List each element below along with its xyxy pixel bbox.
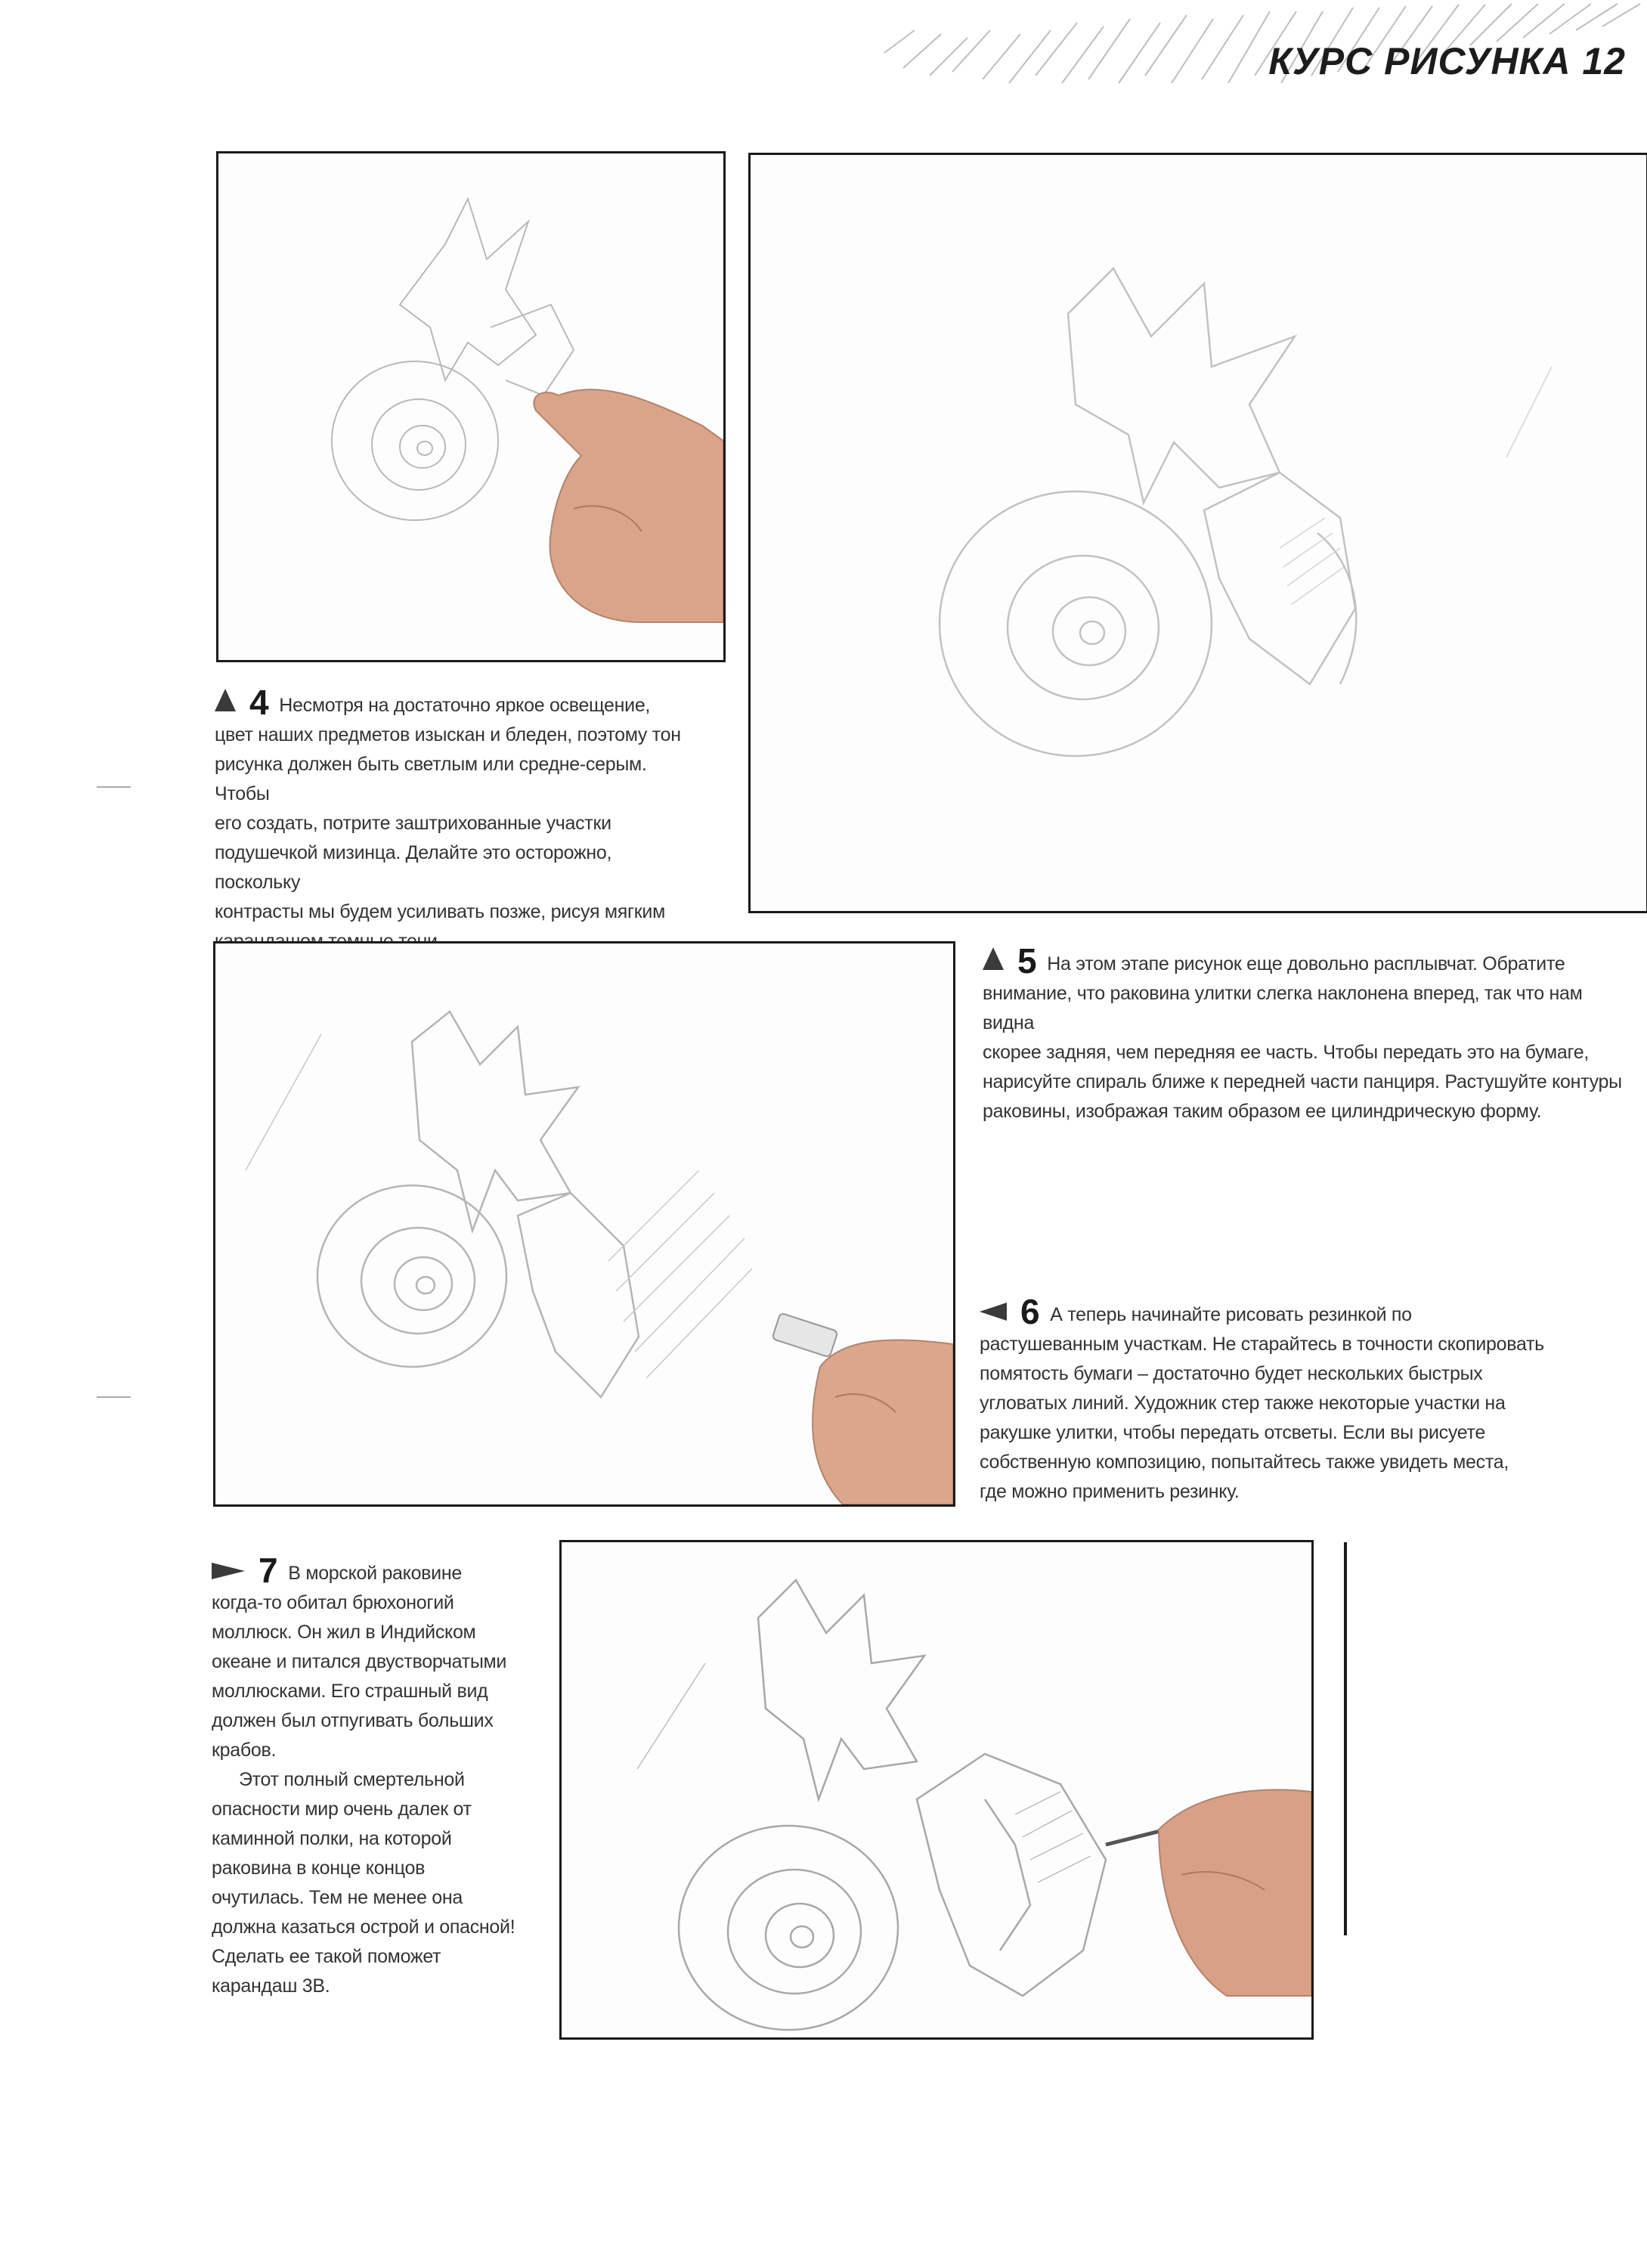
triangle-up-icon <box>983 947 1004 970</box>
step-7-caption <box>212 1551 529 2001</box>
step-7-line-9: опасности мир очень далек от <box>212 1799 472 1820</box>
step-7-line-4: океане и питался двустворчатыми <box>212 1651 507 1672</box>
step-6-photo <box>213 941 955 1507</box>
step-4-caption <box>215 683 698 956</box>
triangle-left-icon <box>980 1303 1007 1321</box>
step-4-photo <box>216 151 726 662</box>
step-4-line-2: цвет наших предметов изыскан и бледен, поэтому тон <box>215 724 681 745</box>
step-7-line-11: раковина в конце концов <box>212 1857 426 1879</box>
step-5-line-4: нарисуйте спираль ближе к передней части панциря. Растушуйте контуры <box>983 1071 1622 1092</box>
step-6-line-2: растушеванным участкам. Не старайтесь в точности скопировать <box>980 1334 1544 1355</box>
step-7-line-12: очутилась. Тем не менее она <box>212 1887 463 1908</box>
step-7-line-3: моллюск. Он жил в Индийском <box>212 1622 476 1643</box>
step-7-line-2: когда-то обитал брюхоногий <box>212 1592 454 1613</box>
step-4-line-1: 4 Несмотря на достаточно яркое освещение, <box>215 688 698 720</box>
step-4-line-4: его создать, потрите заштрихованные участки <box>215 813 611 834</box>
step-6-line-6: собственную композицию, попытайтесь также увидеть места, <box>980 1452 1509 1473</box>
scan-edge-mark <box>97 786 131 788</box>
step-6-line-1: 6 А теперь начинайте рисовать резинкой по <box>980 1297 1630 1330</box>
eraser-drawing-illustration <box>215 943 953 1504</box>
scan-edge-mark <box>97 1396 131 1398</box>
triangle-up-icon <box>215 689 236 711</box>
drawing-with-finger-illustration <box>218 153 723 660</box>
step-7-number: 7 <box>259 1551 278 1590</box>
column-divider <box>1344 1542 1347 1935</box>
step-7-line-6: должен был отпугивать больших <box>212 1710 494 1731</box>
section-title: КУРС РИСУНКА 12 <box>1268 40 1626 82</box>
step-6-line-5: ракушке улитки, чтобы передать отсветы. Если вы рисуете <box>980 1422 1486 1443</box>
step-7-line-8: Этот полный смертельной <box>239 1769 465 1790</box>
step-5-line-3: скорее задняя, чем передняя ее часть. Чтобы передать это на бумаге, <box>983 1042 1590 1063</box>
header-band <box>869 0 1647 113</box>
step-6-number: 6 <box>1020 1292 1040 1331</box>
step-4-line-3: рисунка должен быть светлым или средне-серым. Чтобы <box>215 754 647 804</box>
step-7-line-7: крабов. <box>212 1740 277 1761</box>
triangle-right-icon <box>212 1563 245 1579</box>
step-6-caption <box>980 1292 1630 1507</box>
step-5-number: 5 <box>1017 941 1037 981</box>
step-5-photo <box>748 153 1647 913</box>
step-4-line-5: подушечкой мизинца. Делайте это осторожно, поскольку <box>215 842 612 893</box>
pencil-drawing-illustration <box>562 1542 1311 2037</box>
step-7-line-14: Сделать ее такой поможет <box>212 1946 441 1967</box>
blurred-sketch-illustration <box>751 155 1646 911</box>
step-7-line-10: каминной полки, на которой <box>212 1828 452 1849</box>
step-5-caption <box>983 941 1633 1126</box>
step-6-line-3: помятость бумаги – достаточно будет нескольких быстрых <box>980 1363 1483 1384</box>
step-7-line-5: моллюсками. Его страшный вид <box>212 1681 488 1702</box>
step-6-line-7: где можно применить резинку. <box>980 1481 1240 1502</box>
step-6-line-4: угловатых линий. Художник стер также некоторые участки на <box>980 1393 1506 1414</box>
step-7-line-15: карандаш 3B. <box>212 1975 330 1997</box>
step-7-line-13: должна казаться острой и опасной! <box>212 1916 515 1938</box>
step-7-photo <box>559 1540 1314 2040</box>
step-4-line-6: контрасты мы будем усиливать позже, рисуя мягким <box>215 901 665 922</box>
step-4-number: 4 <box>249 683 269 722</box>
step-5-line-5: раковины, изображая таким образом ее цилиндрическую форму. <box>983 1101 1542 1122</box>
step-7-line-1: 7 В морской раковине <box>212 1556 529 1588</box>
step-5-line-1: 5 На этом этапе рисунок еще довольно расплывчат. Обратите <box>983 947 1633 979</box>
step-5-line-2: внимание, что раковина улитки слегка наклонена вперед, так что нам видна <box>983 983 1583 1033</box>
